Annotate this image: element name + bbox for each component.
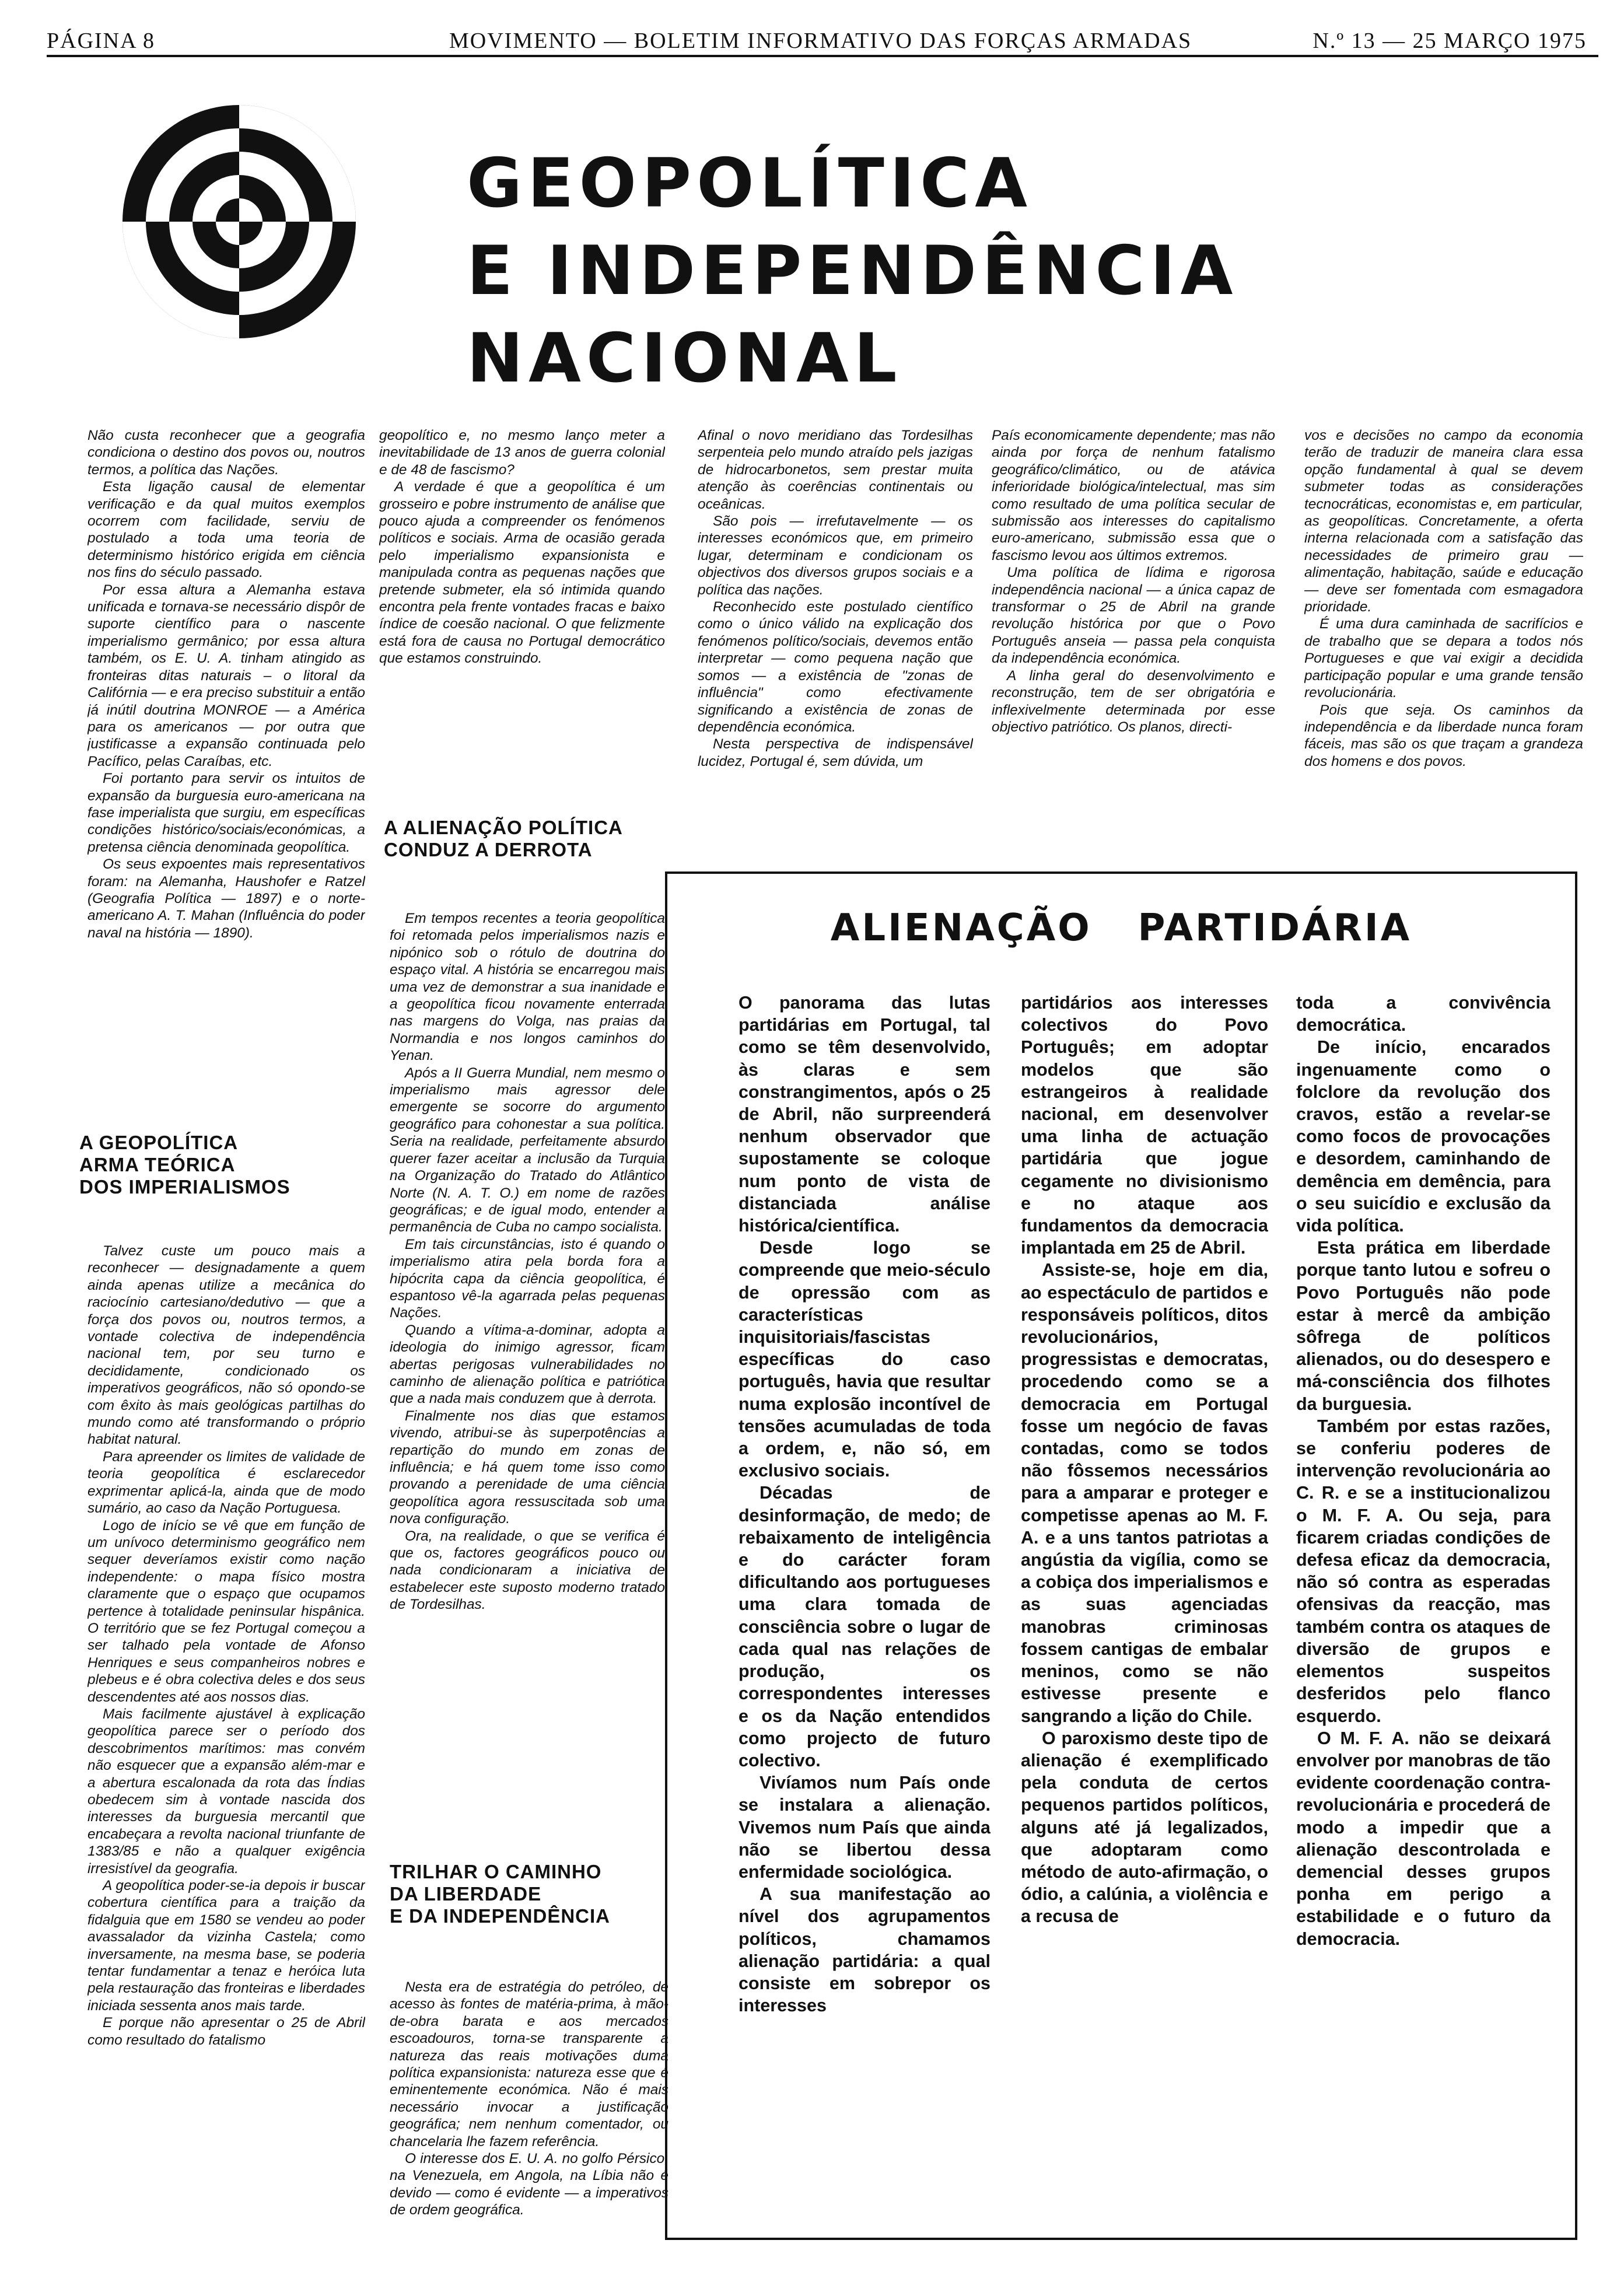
paragraph: O interesse dos E. U. A. no golfo Pérsico, na Venezuela, em Angola, na Líbia não é devido — como é evidente — a imperativos de ordem geográfica. <box>390 2151 668 2218</box>
boxed-column-1 <box>738 992 991 2205</box>
article-column-5 <box>1304 427 1583 821</box>
paragraph: Ora, na realidade, o que se verifica é que os, factores geográficos pouco ou nada condicionaram a iniciativa de estabelecer este suposto moderno tratado de Tordesilhas. <box>390 1528 665 1613</box>
paragraph: Por essa altura a Alemanha estava unificada e tornava-se necessário dispôr de suporte científico para o nascente imperialismo germânico; por essa altura também, os E. U. A. tinham atingido as fronteiras ditas naturais – o litoral da Califórnia — e era preciso substituir a então já inútil doutrina MONROE — a América para os americanos — por outra que justificasse a expansão continuada pelo Pacífico, pelas Caraíbas, etc. <box>88 582 365 769</box>
subheading-line: TRILHAR O CAMINHO <box>390 1861 602 1882</box>
title-line: E INDEPENDÊNCIA <box>467 232 1238 310</box>
paragraph: O paroxismo deste tipo de alienação é exemplificado pela conduta de certos pequenos partidos políticos, alguns até já legalizados, que adoptaram como método de auto-afirmação, o ódio, a calúnia, a violência e a recusa de <box>1021 1728 1268 1927</box>
concentric-target-emblem-icon <box>123 105 356 338</box>
paragraph: Esta prática em liberdade porque tanto lutou e sofreu o Povo Português não pode estar à mercê da ambição sôfrega de políticos alienados, ou do desespero e má-consciência dos filhotes da burguesia. <box>1296 1238 1550 1414</box>
paragraph: Afinal o novo meridiano das Tordesilhas serpenteia pelo mundo atraído pels jazigas de hidrocarbonetos, sem prestar muita atenção às coerências continentais ou oceânicas. <box>698 428 973 512</box>
paragraph: Vivíamos num País onde se instalara a alienação. Vivemos num País que ainda não se libertou dessa enfermidade sociológica. <box>738 1773 991 1882</box>
page-number: PÁGINA 8 <box>47 29 155 53</box>
paragraph: A linha geral do desenvolvimento e reconstrução, tem de ser obrigatória e inflexivelmente determinada por esse objectivo patriótico. Os planos, directi- <box>992 667 1275 735</box>
paragraph: Não custa reconhecer que a geografia condiciona o destino dos povos ou, noutros termos, a política das Nações. <box>88 428 365 478</box>
paragraph: Logo de início se vê que em função de um unívoco determinismo geográfico nem sequer deveríamos existir como nação independente: o mapa físico mostra claramente que o espaço que ocupamos pertence à totalidade peninsular hispânica. O território que se fez Portugal começou a ser talhado pela vontade de Afonso Henriques e seus companheiros nobres e plebeus e é obra colectiva deles e dos seus descendentes até aos nossos dias. <box>88 1517 365 1705</box>
subheading-alienacao-politica <box>384 817 664 861</box>
paragraph: A sua manifestação ao nível dos agrupamentos políticos, chamamos alienação partidária: a qual consiste em sobrepor os interesses <box>738 1884 991 2016</box>
issue-date: N.º 13 — 25 MARÇO 1975 <box>1312 29 1587 53</box>
article-title <box>467 140 1575 402</box>
paragraph: Em tais circunstâncias, isto é quando o imperialismo atira pela borda fora a hipócrita capa da ciência geopolítica, é espantoso vê-la agarrada pelas pequenas Nações. <box>390 1236 665 1321</box>
paragraph: vos e decisões no campo da economia terão de traduzir de maneira clara essa opção fundamental à qual se devem submeter todas as considerações tecnocráticas, economistas e, em particular, as geopolíticas. Concretamente, a oferta interna relacionada com a satisfação das necessidades de primeiro grau — alimentação, habitação, saúde e educação — deve ser fomentada com esmagadora prioridade. <box>1304 428 1583 615</box>
paragraph: partidários aos interesses colectivos do Povo Português; em adoptar modelos que são estrangeiros à realidade nacional, em desenvolver uma linha de actuação partidária que jogue cegamente no divisionismo e no ataque aos fundamentos da democracia implantada em 25 de Abril. <box>1021 993 1268 1258</box>
subheading-line: ARMA TEÓRICA <box>79 1154 236 1175</box>
paragraph: Assiste-se, hoje em dia, ao espectáculo de partidos e responsáveis políticos, ditos revolucionários, progressistas e democratas, procedendo como se a democracia em Portugal fosse um negócio de favas contadas, como se todos não fôssemos necessários para a amparar e proteger e competisse apenas ao M. F. A. e a uns tantos patriotas a angústia da vigília, como se a cobiça dos imperialismos e as suas agenciadas manobras criminosas fossem cantigas de embalar meninos, como se não estivesse presente e sangrando a lição do Chile. <box>1021 1260 1268 1726</box>
boxed-column-2 <box>1021 992 1268 2205</box>
article-column-1b <box>88 1242 365 2240</box>
article-column-2 <box>379 427 665 742</box>
article-column-4 <box>992 427 1275 821</box>
paragraph: Desde logo se compreende que meio-século de opressão com as características inquisitoriais/fascistas específicas do caso português, havia que resultar numa explosão incontível de tensões acumuladas de toda a ordem, e, não só, em exclusivo sociais. <box>738 1238 991 1481</box>
subheading-geopolitica-arma <box>79 1132 371 1198</box>
subheading-line: CONDUZ A DERROTA <box>384 839 593 860</box>
paragraph: O M. F. A. não se deixará envolver por manobras de tão evidente coordenação contra-revolucionária e procederá de modo a impedir que a alienação descontrolada e demencial desses grupos ponha em perigo a estabilidade e o futuro da democracia. <box>1296 1728 1550 1949</box>
paragraph: Para apreender os limites de validade de teoria geopolítica é esclarecedor exprimentar aplicá-la, ainda que de modo sumário, ao caso da Nação Portuguesa. <box>88 1448 365 1517</box>
paragraph: Nesta perspectiva de indispensável lucidez, Portugal é, sem dúvida, um <box>698 736 973 769</box>
paragraph: E porque não apresentar o 25 de Abril como resultado do fatalismo <box>88 2015 365 2048</box>
boxed-column-3 <box>1296 992 1550 2205</box>
paragraph: Reconhecido este postulado científico como o único válido na explicação dos fenómenos político/sociais, devemos então interpretar — como pequena nação que somos — a existência de "zonas de influência" como efectivamente significando a existência de zonas de dependência económica. <box>698 599 973 735</box>
subheading-line: A ALIENAÇÃO POLÍTICA <box>384 817 623 838</box>
article-column-2c <box>390 1979 668 2264</box>
paragraph: O panorama das lutas partidárias em Portugal, tal como se têm desenvolvido, às claras e sem constrangimentos, após o 25 de Abril, não surpreenderá nenhum observador que supostamente se coloque num ponto de vista de distanciada análise histórica/científica. <box>738 993 991 1236</box>
paragraph: Pois que seja. Os caminhos da independência e da liberdade nunca foram fáceis, mas são os que traçam a grandeza dos homens e dos povos. <box>1304 702 1583 769</box>
subheading-line: DOS IMPERIALISMOS <box>79 1176 290 1198</box>
paragraph: País economicamente dependente; mas não ainda por força de nenhum fatalismo geográfico/climático, ou de atávica inferioridade biológica/intelectual, mas sim como resultado de uma política secular de submissão aos interesses do capitalismo euro-americano, submissão essa que o fascismo levou aos últimos extremos. <box>992 428 1275 564</box>
paragraph: Nesta era de estratégia do petróleo, de acesso às fontes de matéria-prima, à mão-de-obra barata e aos mercados escoadouros, torna-se transparente a natureza das reais motivações duma política expansionista: natureza esse que é eminentemente económica. Não é mais necessário invocar a justificação geográfica; nem nenhum comentador, ou chancelaria lhe fazem referência. <box>390 1979 668 2150</box>
title-line: GEOPOLÍTICA <box>467 144 1032 223</box>
paragraph: Após a II Guerra Mundial, nem mesmo o imperialismo mais agressor dele emergente se socorre do argumento geográfico para cohonestar a sua política. Seria na realidade, perfeitamente absurdo querer fazer aceitar a inclusão da Turquia na Organização do Tratado do Atlântico Norte (N. A. T. O.) em nome de razões geográficas; e de igual modo, entender a permanência de Cuba no campo socialista. <box>390 1065 665 1236</box>
paragraph: Também por estas razões, se conferiu poderes de intervenção revolucionária ao C. R. e se a institucionalizou o M. F. A. Ou seja, para ficarem criadas condições de defesa eficaz da democracia, não só contra as esperadas ofensivas da reacção, mas também contra os ataques de diversão de grupos e elementos suspeitos desferidos pelo flanco esquerdo. <box>1296 1416 1550 1726</box>
paragraph: A verdade é que a geopolítica é um grosseiro e pobre instrumento de análise que pouco ajuda a compreender os fenómenos políticos e sociais. Arma de ocasião gerada pelo imperialismo expansionista e manipulada contra as pequenas nações que pretende submeter, ela só intimida quando encontra pela frente vontades fracas e baixo índice de coesão nacional. O que felizmente está fora de causa no Portugal democrático que estamos construindo. <box>379 479 665 667</box>
paragraph: Décadas de desinformação, de medo; de rebaixamento de inteligência e do carácter foram dificultando aos portugueses uma clara tomada de consciência sobre o lugar de cada qual nas relações de produção, os correspondentes interesses e os da Nação entendidos como projecto de futuro colectivo. <box>738 1483 991 1770</box>
paragraph: São pois — irrefutavelmente — os interesses económicos que, em primeiro lugar, determinam e condicionam os objectivos dos diversos grupos sociais e a política das nações. <box>698 513 973 598</box>
paragraph: A geopolítica poder-se-ia depois ir buscar cobertura científica para a traição da fidalguia que em 1580 se vendeu ao poder avassalador da vizinha Castela; como inversamente, na mesma base, se poderia tentar fundamentar a tenaz e heróica luta pela restauração das fronteiras e liberdades iniciada sessenta anos mais tarde. <box>88 1878 365 2014</box>
paragraph: geopolítico e, no mesmo lanço meter a inevitabilidade de 13 anos de guerra colonial e de 48 de fascismo? <box>379 428 665 478</box>
subheading-line: A GEOPOLÍTICA <box>79 1132 239 1153</box>
article-column-3 <box>698 427 973 821</box>
subheading-trilhar-caminho <box>390 1861 670 1927</box>
paragraph: Finalmente nos dias que estamos vivendo, atribui-se às superpotências a repartição do mundo em zonas de influência; e há quem tome isso como provando a perenidade de uma ciência geopolítica agora ressuscitada sob uma nova configuração. <box>390 1408 665 1527</box>
paragraph: De início, encarados ingenuamente como o folclore da revolução dos cravos, estão a revelar-se como focos de provocações e desordem, caminhando de demência em demência, para o seu suicídio e exclusão da vida política. <box>1296 1037 1550 1236</box>
subheading-line: E DA INDEPENDÊNCIA <box>390 1905 610 1927</box>
paragraph: É uma dura caminhada de sacrifícios e de trabalho que se depara a todos nós Portugueses e que vai exigir a decidida participação popular e uma grande tensão revolucionária. <box>1304 616 1583 701</box>
paragraph: Os seus expoentes mais representativos foram: na Alemanha, Haushofer e Ratzel (Geografia Política — 1897) e o norte-americano A. T. Mahan (Influência do poder naval na história — 1890). <box>88 856 365 941</box>
paragraph: Foi portanto para servir os intuitos de expansão da burguesia euro-americana na fase imperialista que surgiu, em específicas condições histórico/sociais/económicas, a pretensa ciência denominada geopolítica. <box>88 771 365 855</box>
header-rule <box>47 55 1598 57</box>
paragraph: Esta ligação causal de elementar verificação e da qual muitos exemplos ocorrem com facilidade, serviu de postulado a toda uma teoria de determinismo histórico erigida em ciência nos fins do século passado. <box>88 479 365 581</box>
paragraph: Talvez custe um pouco mais a reconhecer — designadamente a quem ainda apenas utilize a mecânica do raciocínio cartesiano/dedutivo — que a força dos povos ou, noutros termos, a vontade colectiva de independência nacional tem, por seu turno e decididamente, condicionado os imperativos geográficos, não só opondo-se com êxito às mais geológicas partilhas do mundo como até transformando o próprio habitat natural. <box>88 1243 365 1448</box>
paragraph: toda a convivência democrática. <box>1296 993 1550 1035</box>
paragraph: Quando a vítima-a-dominar, adopta a ideologia do inimigo agressor, ficam abertas perigosas vulnerabilidades no caminho de alienação política e patriótica que a nada mais conduzem que à derrota. <box>390 1322 665 1407</box>
article-column-2b <box>390 910 665 1803</box>
subheading-line: DA LIBERDADE <box>390 1883 542 1905</box>
article-column-1 <box>88 427 365 1069</box>
paragraph: Em tempos recentes a teoria geopolítica foi retomada pelos imperialismos nazis e nipónico sob o rótulo de doutrina do espaço vital. A história se encarregou mais uma vez de demonstrar a sua inanidade e a geopolítica ficou novamente enterrada nas margens do Volga, nas praias da Normandia e nos longos caminhos do Yenan. <box>390 911 665 1064</box>
publication-name: MOVIMENTO — BOLETIM INFORMATIVO DAS FORÇAS ARMADAS <box>449 29 1192 53</box>
paragraph: Mais facilmente ajustável à explicação geopolítica parece ser o período dos descobrimentos marítimos: mas convém não esquecer que a expansão além-mar e a abertura escalonada da rota das Índias obedecem sim à vontade nascida dos interesses da burguesia mercantil que encabeçara a revolta nacional triunfante de 1383/85 e não a qualquer exigência irresistível da geografia. <box>88 1706 365 1877</box>
boxed-article-title: ALIENAÇÃO PARTIDÁRIA <box>830 907 1412 950</box>
paragraph: Uma política de lídima e rigorosa independência nacional — a única capaz de transformar o 25 de Abril na grande revolução histórica por que o Povo Português anseia — passa pela conquista da independência económica. <box>992 565 1275 667</box>
title-line: NACIONAL <box>467 319 902 398</box>
